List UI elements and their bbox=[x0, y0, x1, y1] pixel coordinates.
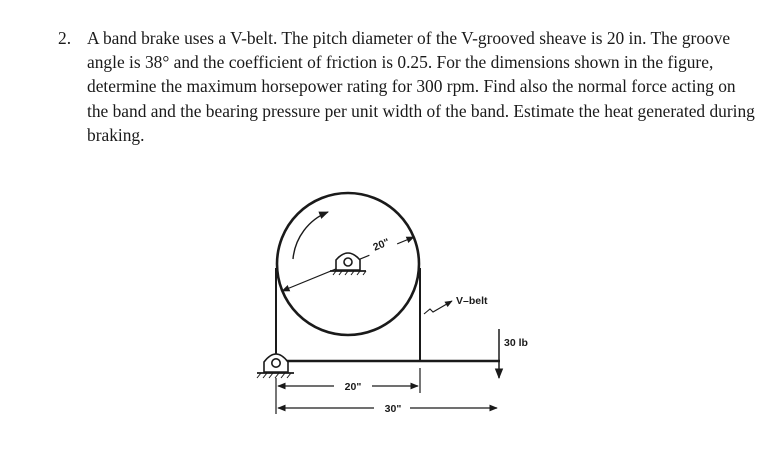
force-label: 30 lb bbox=[504, 337, 528, 349]
vbelt-leader bbox=[424, 301, 452, 314]
sheave-pivot bbox=[330, 253, 366, 275]
problem-number: 2. bbox=[58, 28, 72, 48]
lever-pivot bbox=[257, 354, 294, 378]
vbelt-label: V–belt bbox=[456, 295, 488, 307]
diameter-label: 20" bbox=[371, 236, 392, 254]
long-dim-label: 30" bbox=[384, 403, 402, 415]
short-dim-label: 20" bbox=[344, 381, 362, 393]
problem-text: A band brake uses a V-belt. The pitch diameter of the V-grooved sheave is 20 in. The groove angle is 38° and the coefficient of friction is 0.25. For the dimensions shown in the figure, determine the maximum horsepower rating for 300 rpm. Find also the normal force acting on the band and the bearing pressure per unit width of the band. Estimate the heat generated during braking. bbox=[87, 28, 755, 145]
rotation-arrow bbox=[293, 212, 328, 259]
